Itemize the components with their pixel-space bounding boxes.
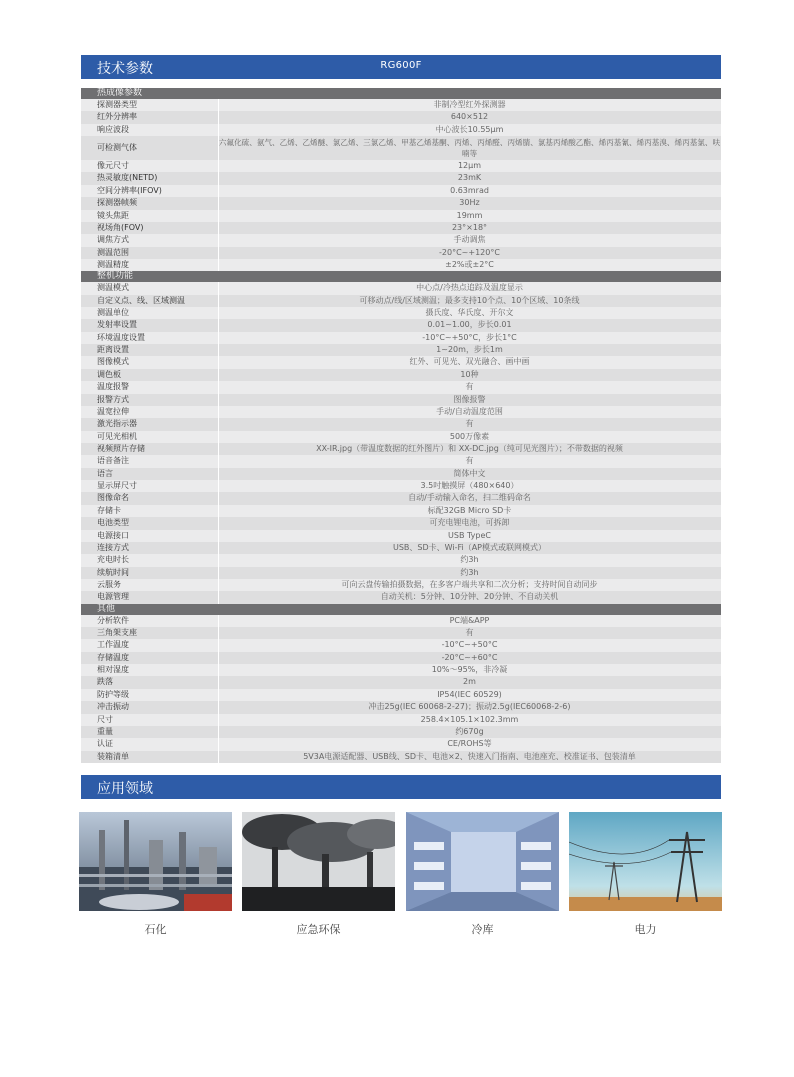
spec-label: 调焦方式 xyxy=(97,235,129,245)
spec-value: 自动/手动输入命名，扫二维码命名 xyxy=(408,493,531,503)
spec-value: PC端&APP xyxy=(449,615,490,625)
spec-value: 640×512 xyxy=(450,112,489,122)
spec-label: 发射率设置 xyxy=(97,320,137,330)
spec-row xyxy=(81,567,721,579)
smoke-stacks-photo xyxy=(242,812,395,911)
spec-row xyxy=(81,319,721,331)
spec-label: 语音备注 xyxy=(97,456,129,466)
spec-row xyxy=(81,136,721,160)
spec-value: XX-IR.jpg（带温度数据的红外图片）和 XX-DC.jpg（纯可见光图片）；不带数据的视频 xyxy=(316,443,623,453)
spec-row xyxy=(81,505,721,517)
spec-label: 测温精度 xyxy=(97,259,129,269)
spec-row xyxy=(81,234,721,246)
section-header: 热成像参数 xyxy=(81,88,721,99)
spec-row xyxy=(81,307,721,319)
spec-value: 10种 xyxy=(460,369,479,379)
spec-label: 冲击振动 xyxy=(97,702,129,712)
spec-value: 摄氏度、华氏度、开尔文 xyxy=(425,308,514,318)
spec-label: 存储卡 xyxy=(97,505,121,515)
spec-value: CE/ROHS等 xyxy=(447,739,492,749)
spec-row xyxy=(81,210,721,222)
spec-row xyxy=(81,455,721,467)
spec-value: 可移动点/线/区域测温；最多支持10个点、10个区域、10条线 xyxy=(359,295,580,305)
spec-label: 温度报警 xyxy=(97,382,129,392)
spec-row xyxy=(81,492,721,504)
spec-value: 六氟化硫、氨气、乙烯、乙烯醚、氯乙烯、三氯乙烯、甲基乙烯基酮、丙烯、丙烯醛、丙烯腈、氯基丙烯酸乙酯、烯丙基氰、烯丙基溴、烯丙基氯、呋喃等 xyxy=(218,138,721,159)
spec-value: 0.63mrad xyxy=(450,185,489,195)
spec-label: 测温范围 xyxy=(97,247,129,257)
caption-power: 电力 xyxy=(634,923,657,936)
spec-label: 空间分辨率(IFOV) xyxy=(97,185,162,195)
spec-label: 测温单位 xyxy=(97,308,129,318)
spec-value: 10%～95%，非冷凝 xyxy=(431,665,508,675)
spec-row xyxy=(81,247,721,259)
spec-value: 500万像素 xyxy=(449,431,490,441)
spec-value: 约3h xyxy=(460,555,479,565)
spec-label: 尺寸 xyxy=(97,714,113,724)
spec-row xyxy=(81,579,721,591)
spec-value: 0.01~1.00，步长0.01 xyxy=(427,320,512,330)
spec-label: 认证 xyxy=(97,739,113,749)
spec-row xyxy=(81,468,721,480)
power-tower-photo xyxy=(569,812,722,911)
spec-row xyxy=(81,443,721,455)
spec-label: 热灵敏度(NETD) xyxy=(97,173,158,183)
spec-label: 语言 xyxy=(97,468,113,478)
spec-row xyxy=(81,172,721,184)
application-header-title: 应用领域 xyxy=(97,781,153,797)
spec-row xyxy=(81,111,721,123)
spec-value: 中心波长10.55μm xyxy=(435,124,504,134)
spec-row xyxy=(81,664,721,676)
spec-header-title: 技术参数 xyxy=(97,61,153,77)
spec-label: 分析软件 xyxy=(97,615,129,625)
spec-row xyxy=(81,615,721,627)
spec-label: 响应波段 xyxy=(97,124,129,134)
spec-row xyxy=(81,369,721,381)
spec-value: 可充电锂电池，可拆卸 xyxy=(429,518,510,528)
spec-row xyxy=(81,381,721,393)
spec-label: 续航时间 xyxy=(97,567,129,577)
spec-value: 3.5吋触摸屏（480×640） xyxy=(420,481,519,491)
spec-label: 测温模式 xyxy=(97,283,129,293)
spec-value: 1~20m，步长1m xyxy=(436,345,503,355)
spec-row xyxy=(81,726,721,738)
spec-label: 调色板 xyxy=(97,369,121,379)
spec-row xyxy=(81,639,721,651)
spec-value: 约670g xyxy=(455,726,484,736)
spec-value: 有 xyxy=(465,419,474,429)
spec-value: 258.4×105.1×102.3mm xyxy=(420,714,519,724)
spec-row xyxy=(81,344,721,356)
spec-label: 存储温度 xyxy=(97,652,129,662)
spec-label: 云服务 xyxy=(97,579,121,589)
spec-value: 冲击25g(IEC 60068-2-27)；振动2.5g(IEC60068-2-6) xyxy=(368,702,571,712)
spec-value: 有 xyxy=(465,456,474,466)
spec-label: 激光指示器 xyxy=(97,419,137,429)
spec-value: 手动/自动温度范围 xyxy=(436,406,503,416)
spec-row xyxy=(81,738,721,750)
spec-value: 图像报警 xyxy=(453,394,486,404)
spec-label: 图像模式 xyxy=(97,357,129,367)
spec-label: 红外分辨率 xyxy=(97,112,137,122)
spec-row xyxy=(81,197,721,209)
spec-value: 简体中文 xyxy=(453,468,486,478)
spec-header-model: RG600F xyxy=(380,60,422,71)
spec-row xyxy=(81,591,721,603)
spec-header-bar xyxy=(81,55,721,79)
spec-row xyxy=(81,124,721,136)
spec-label: 环境温度设置 xyxy=(97,332,145,342)
section-header: 整机功能 xyxy=(81,271,721,282)
spec-label: 视频照片存储 xyxy=(97,443,145,453)
spec-row xyxy=(81,356,721,368)
spec-row xyxy=(81,259,721,271)
spec-row xyxy=(81,295,721,307)
spec-value: 非制冷型红外探测器 xyxy=(433,100,506,109)
spec-row xyxy=(81,99,721,111)
section-header: 其他 xyxy=(81,604,721,615)
spec-row xyxy=(81,332,721,344)
spec-value: 有 xyxy=(465,628,474,638)
spec-row xyxy=(81,394,721,406)
spec-value: 19mm xyxy=(456,210,483,220)
spec-label: 工作温度 xyxy=(97,640,129,650)
spec-row xyxy=(81,185,721,197)
spec-row xyxy=(81,542,721,554)
spec-label: 连接方式 xyxy=(97,542,129,552)
spec-row xyxy=(81,160,721,172)
spec-label: 防护等级 xyxy=(97,689,129,699)
spec-value: 23°×18° xyxy=(451,222,488,232)
spec-label: 三角架支座 xyxy=(97,628,137,638)
spec-value: -20°C~+60°C xyxy=(441,652,498,662)
spec-label: 温宽拉伸 xyxy=(97,406,129,416)
spec-value: 30Hz xyxy=(459,198,480,208)
spec-value: -10°C~+50°C，步长1°C xyxy=(422,332,517,342)
spec-value: ±2%或±2°C xyxy=(445,259,494,269)
spec-value: 12μm xyxy=(457,161,482,171)
spec-row xyxy=(81,530,721,542)
spec-value: 可向云盘传输拍摄数据，在多客户端共享和二次分析；支持时间自动同步 xyxy=(341,579,598,589)
caption-cold-storage: 冷库 xyxy=(471,923,494,936)
spec-label: 装箱清单 xyxy=(97,751,129,761)
caption-emergency-env: 应急环保 xyxy=(296,923,341,936)
spec-label: 电源接口 xyxy=(97,530,129,540)
spec-value: USB TypeC xyxy=(448,530,491,540)
petrochemical-plant-photo xyxy=(79,812,232,911)
spec-label: 跌落 xyxy=(97,677,113,687)
spec-value: 有 xyxy=(465,382,474,392)
spec-value: 标配32GB Micro SD卡 xyxy=(427,505,512,515)
spec-value: 红外、可见光、双光融合、画中画 xyxy=(409,357,530,367)
spec-label: 距离设置 xyxy=(97,345,129,355)
cold-storage-photo xyxy=(406,812,559,911)
spec-row xyxy=(81,652,721,664)
spec-table xyxy=(81,88,721,763)
spec-label: 自定义点、线、区域测温 xyxy=(97,295,185,305)
spec-row xyxy=(81,282,721,294)
spec-label: 像元尺寸 xyxy=(97,161,129,171)
spec-label: 显示屏尺寸 xyxy=(97,481,137,491)
spec-value: IP54(IEC 60529) xyxy=(437,689,502,699)
spec-label: 图像命名 xyxy=(97,493,129,503)
spec-row xyxy=(81,431,721,443)
spec-label: 电池类型 xyxy=(97,518,129,528)
spec-row xyxy=(81,222,721,234)
spec-row xyxy=(81,517,721,529)
spec-value: -20°C~+120°C xyxy=(439,247,500,257)
spec-label: 镜头焦距 xyxy=(97,210,129,220)
spec-label: 报警方式 xyxy=(97,394,129,404)
spec-row xyxy=(81,701,721,713)
spec-value: 中心点/冷热点追踪及温度显示 xyxy=(416,283,523,293)
spec-row xyxy=(81,480,721,492)
spec-value: 手动调焦 xyxy=(453,235,486,245)
spec-label: 探测器类型 xyxy=(97,100,137,109)
spec-value: -10°C~+50°C xyxy=(441,640,498,650)
application-header-bar xyxy=(81,775,721,799)
spec-row xyxy=(81,554,721,566)
spec-label: 可检测气体 xyxy=(97,143,137,153)
spec-value: USB、SD卡、Wi-Fi（AP模式或联网模式） xyxy=(392,542,547,552)
spec-label: 可见光相机 xyxy=(97,431,137,441)
spec-label: 重量 xyxy=(97,726,113,736)
spec-row xyxy=(81,676,721,688)
spec-label: 探测器帧频 xyxy=(97,198,137,208)
spec-row xyxy=(81,406,721,418)
spec-row xyxy=(81,418,721,430)
spec-label: 相对湿度 xyxy=(97,665,129,675)
spec-label: 电源管理 xyxy=(97,592,129,602)
spec-label: 充电时长 xyxy=(97,555,129,565)
spec-row xyxy=(81,751,721,763)
spec-value: 约3h xyxy=(460,567,479,577)
spec-value: 2m xyxy=(463,677,476,687)
spec-value: 5V3A电源适配器、USB线、SD卡、电池×2、快速入门指南、电池座充、校准证书、包装清单 xyxy=(303,751,636,761)
spec-value: 23mK xyxy=(457,173,482,183)
spec-row xyxy=(81,689,721,701)
caption-petrochemical: 石化 xyxy=(144,923,167,936)
spec-row xyxy=(81,627,721,639)
spec-label: 视场角(FOV) xyxy=(97,222,144,232)
spec-value: 自动关机：5分钟、10分钟、20分钟、不自动关机 xyxy=(380,592,559,602)
spec-row xyxy=(81,714,721,726)
